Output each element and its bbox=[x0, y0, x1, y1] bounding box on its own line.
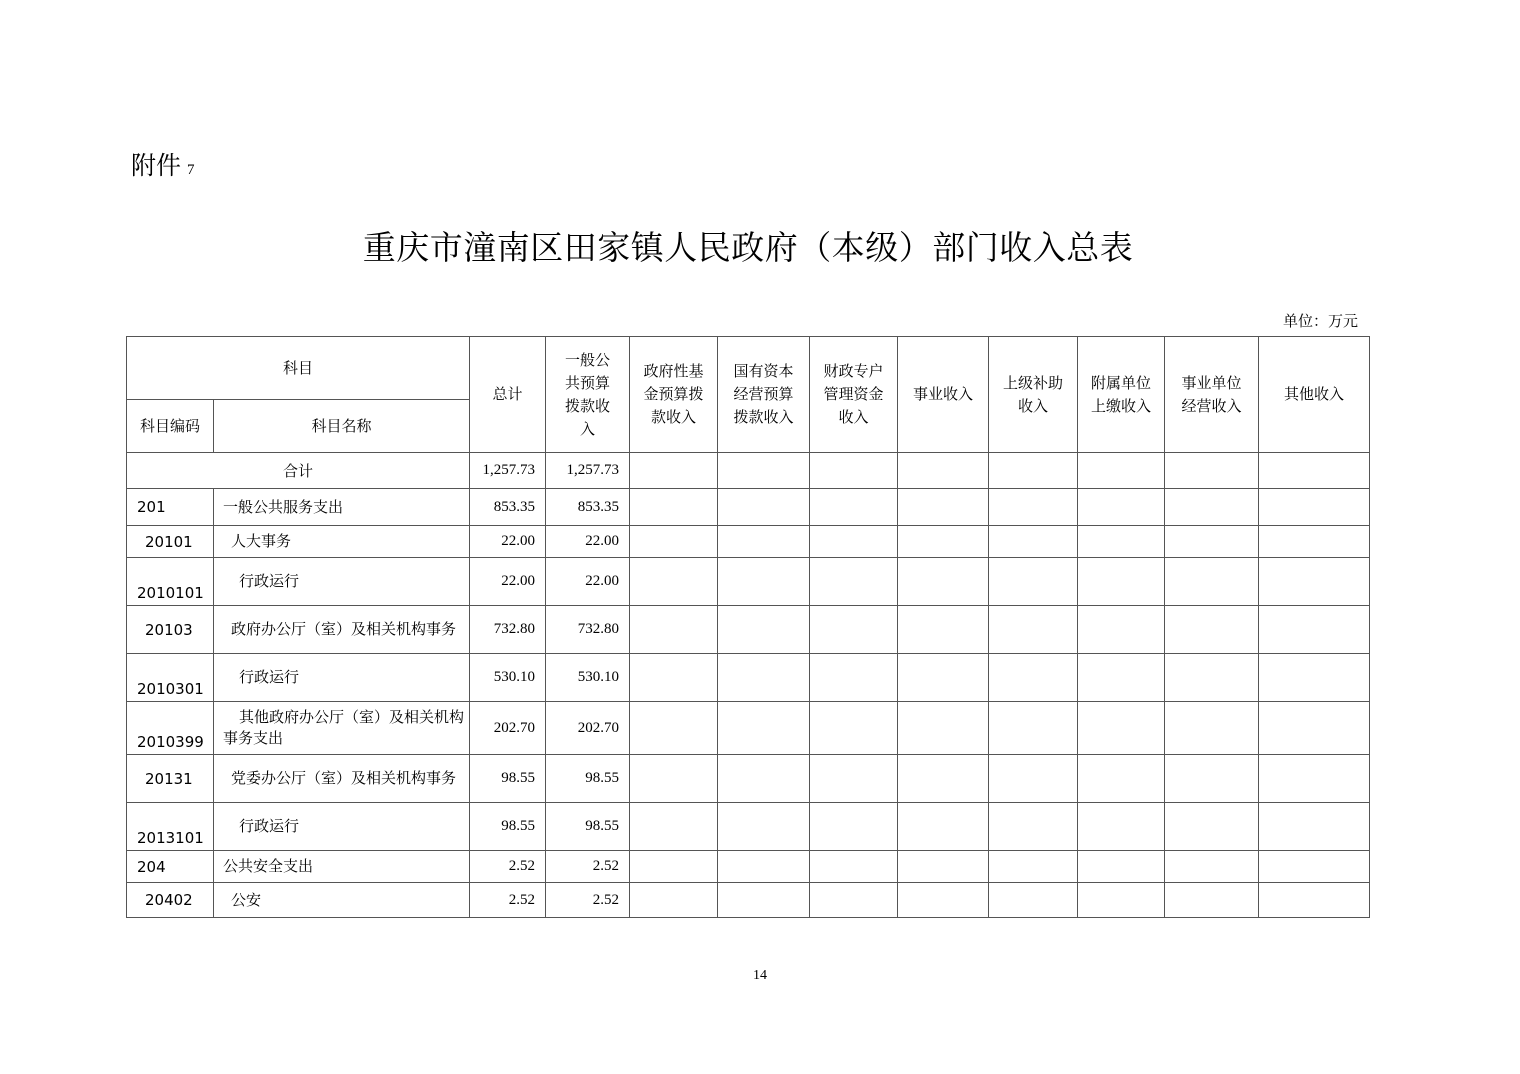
table-row bbox=[127, 489, 1370, 526]
empty-cell bbox=[810, 526, 898, 558]
attachment-label bbox=[131, 146, 205, 182]
header-superior-subsidy: 上级补助收入 bbox=[989, 337, 1078, 453]
header-fund: 政府性基金预算拨款收入 bbox=[630, 337, 718, 453]
row-general: 98.55 bbox=[546, 755, 630, 803]
table-row bbox=[127, 606, 1370, 654]
empty-cell bbox=[718, 606, 810, 654]
row-code: 201 bbox=[127, 489, 214, 526]
empty-cell bbox=[1259, 883, 1370, 918]
row-general: 530.10 bbox=[546, 654, 630, 702]
empty-cell bbox=[989, 702, 1078, 755]
row-total: 853.35 bbox=[470, 489, 546, 526]
row-name: 政府办公厅（室）及相关机构事务 bbox=[214, 606, 470, 654]
empty-cell bbox=[1078, 606, 1165, 654]
header-code: 科目编码 bbox=[127, 400, 214, 453]
empty-cell bbox=[718, 558, 810, 606]
empty-cell bbox=[810, 702, 898, 755]
row-general: 2.52 bbox=[546, 851, 630, 883]
empty-cell bbox=[989, 453, 1078, 489]
empty-cell bbox=[898, 453, 989, 489]
row-name: 一般公共服务支出 bbox=[214, 489, 470, 526]
empty-cell bbox=[718, 883, 810, 918]
row-name: 行政运行 bbox=[214, 558, 470, 606]
header-total: 总计 bbox=[470, 337, 546, 453]
row-general: 2.52 bbox=[546, 883, 630, 918]
row-name: 人大事务 bbox=[214, 526, 470, 558]
empty-cell bbox=[1078, 654, 1165, 702]
empty-cell bbox=[718, 702, 810, 755]
row-total: 2.52 bbox=[470, 851, 546, 883]
empty-cell bbox=[1078, 702, 1165, 755]
empty-cell bbox=[1165, 755, 1259, 803]
empty-cell bbox=[630, 654, 718, 702]
empty-cell bbox=[630, 755, 718, 803]
empty-cell bbox=[898, 558, 989, 606]
total-general: 1,257.73 bbox=[546, 453, 630, 489]
header-operating: 事业单位经营收入 bbox=[1165, 337, 1259, 453]
empty-cell bbox=[810, 453, 898, 489]
row-name: 行政运行 bbox=[214, 654, 470, 702]
empty-cell bbox=[1078, 453, 1165, 489]
row-code: 20101 bbox=[127, 526, 214, 558]
header-state-capital: 国有资本经营预算拨款收入 bbox=[718, 337, 810, 453]
empty-cell bbox=[1259, 489, 1370, 526]
row-code: 204 bbox=[127, 851, 214, 883]
empty-cell bbox=[810, 558, 898, 606]
empty-cell bbox=[1259, 851, 1370, 883]
empty-cell bbox=[810, 883, 898, 918]
row-code: 2010399 bbox=[127, 702, 214, 755]
row-general: 732.80 bbox=[546, 606, 630, 654]
empty-cell bbox=[898, 851, 989, 883]
table-row bbox=[127, 803, 1370, 851]
empty-cell bbox=[1259, 654, 1370, 702]
header-name: 科目名称 bbox=[214, 400, 470, 453]
table-row bbox=[127, 851, 1370, 883]
empty-cell bbox=[630, 489, 718, 526]
empty-cell bbox=[1165, 606, 1259, 654]
empty-cell bbox=[1165, 883, 1259, 918]
row-total: 98.55 bbox=[470, 803, 546, 851]
empty-cell bbox=[630, 606, 718, 654]
empty-cell bbox=[1078, 526, 1165, 558]
empty-cell bbox=[810, 851, 898, 883]
empty-cell bbox=[898, 702, 989, 755]
empty-cell bbox=[1259, 702, 1370, 755]
empty-cell bbox=[810, 654, 898, 702]
header-subject: 科目 bbox=[127, 337, 470, 400]
empty-cell bbox=[630, 851, 718, 883]
empty-cell bbox=[1078, 803, 1165, 851]
empty-cell bbox=[1165, 526, 1259, 558]
empty-cell bbox=[718, 654, 810, 702]
empty-cell bbox=[989, 851, 1078, 883]
row-name: 公安 bbox=[214, 883, 470, 918]
empty-cell bbox=[898, 803, 989, 851]
empty-cell bbox=[989, 489, 1078, 526]
empty-cell bbox=[630, 883, 718, 918]
header-other: 其他收入 bbox=[1259, 337, 1370, 453]
table-row bbox=[127, 526, 1370, 558]
empty-cell bbox=[810, 606, 898, 654]
table-row bbox=[127, 654, 1370, 702]
empty-cell bbox=[1259, 755, 1370, 803]
empty-cell bbox=[630, 526, 718, 558]
empty-cell bbox=[1078, 558, 1165, 606]
row-code: 20131 bbox=[127, 755, 214, 803]
header-business: 事业收入 bbox=[898, 337, 989, 453]
empty-cell bbox=[630, 803, 718, 851]
empty-cell bbox=[1078, 851, 1165, 883]
row-total: 202.70 bbox=[470, 702, 546, 755]
empty-cell bbox=[989, 606, 1078, 654]
total-total: 1,257.73 bbox=[470, 453, 546, 489]
unit-label: 单位：万元 bbox=[1282, 312, 1358, 330]
empty-cell bbox=[630, 702, 718, 755]
empty-cell bbox=[1259, 803, 1370, 851]
total-label: 合计 bbox=[127, 453, 470, 489]
empty-cell bbox=[898, 489, 989, 526]
empty-cell bbox=[898, 526, 989, 558]
empty-cell bbox=[1259, 453, 1370, 489]
empty-cell bbox=[630, 453, 718, 489]
empty-cell bbox=[1165, 851, 1259, 883]
attachment-text: 附件 bbox=[131, 151, 182, 180]
empty-cell bbox=[898, 606, 989, 654]
empty-cell bbox=[718, 803, 810, 851]
row-name: 其他政府办公厅（室）及相关机构事务支出 bbox=[214, 702, 470, 755]
empty-cell bbox=[989, 654, 1078, 702]
empty-cell bbox=[989, 883, 1078, 918]
row-total: 22.00 bbox=[470, 558, 546, 606]
empty-cell bbox=[1165, 702, 1259, 755]
income-table bbox=[126, 336, 1370, 918]
empty-cell bbox=[810, 755, 898, 803]
empty-cell bbox=[898, 654, 989, 702]
total-row bbox=[127, 453, 1370, 489]
empty-cell bbox=[989, 755, 1078, 803]
row-name: 党委办公厅（室）及相关机构事务 bbox=[214, 755, 470, 803]
table-row bbox=[127, 702, 1370, 755]
page-number: 14 bbox=[753, 968, 767, 983]
row-code: 20402 bbox=[127, 883, 214, 918]
empty-cell bbox=[989, 526, 1078, 558]
empty-cell bbox=[1078, 489, 1165, 526]
empty-cell bbox=[630, 558, 718, 606]
row-general: 22.00 bbox=[546, 558, 630, 606]
row-code: 2010301 bbox=[127, 654, 214, 702]
empty-cell bbox=[718, 453, 810, 489]
empty-cell bbox=[1165, 489, 1259, 526]
header-row-1 bbox=[127, 337, 1370, 400]
row-total: 530.10 bbox=[470, 654, 546, 702]
empty-cell bbox=[1165, 453, 1259, 489]
header-general: 一般公共预算拨款收入 bbox=[546, 337, 630, 453]
page-title: 重庆市潼南区田家镇人民政府（本级）部门收入总表 bbox=[362, 228, 1134, 267]
empty-cell bbox=[989, 558, 1078, 606]
attachment-number: 7 bbox=[187, 162, 195, 178]
empty-cell bbox=[1259, 606, 1370, 654]
empty-cell bbox=[898, 883, 989, 918]
empty-cell bbox=[810, 489, 898, 526]
row-general: 22.00 bbox=[546, 526, 630, 558]
row-name: 行政运行 bbox=[214, 803, 470, 851]
empty-cell bbox=[1078, 883, 1165, 918]
empty-cell bbox=[1165, 558, 1259, 606]
row-general: 98.55 bbox=[546, 803, 630, 851]
empty-cell bbox=[1078, 755, 1165, 803]
empty-cell bbox=[1165, 803, 1259, 851]
table-row bbox=[127, 883, 1370, 918]
header-special-account: 财政专户管理资金收入 bbox=[810, 337, 898, 453]
empty-cell bbox=[1165, 654, 1259, 702]
row-code: 20103 bbox=[127, 606, 214, 654]
row-general: 202.70 bbox=[546, 702, 630, 755]
row-code: 2013101 bbox=[127, 803, 214, 851]
table-row bbox=[127, 558, 1370, 606]
empty-cell bbox=[810, 803, 898, 851]
header-affiliated: 附属单位上缴收入 bbox=[1078, 337, 1165, 453]
empty-cell bbox=[1259, 558, 1370, 606]
row-total: 22.00 bbox=[470, 526, 546, 558]
empty-cell bbox=[718, 755, 810, 803]
row-total: 732.80 bbox=[470, 606, 546, 654]
empty-cell bbox=[718, 489, 810, 526]
empty-cell bbox=[718, 526, 810, 558]
empty-cell bbox=[898, 755, 989, 803]
empty-cell bbox=[989, 803, 1078, 851]
empty-cell bbox=[1259, 526, 1370, 558]
row-total: 98.55 bbox=[470, 755, 546, 803]
row-total: 2.52 bbox=[470, 883, 546, 918]
empty-cell bbox=[718, 851, 810, 883]
row-code: 2010101 bbox=[127, 558, 214, 606]
table-row bbox=[127, 755, 1370, 803]
row-general: 853.35 bbox=[546, 489, 630, 526]
row-name: 公共安全支出 bbox=[214, 851, 470, 883]
